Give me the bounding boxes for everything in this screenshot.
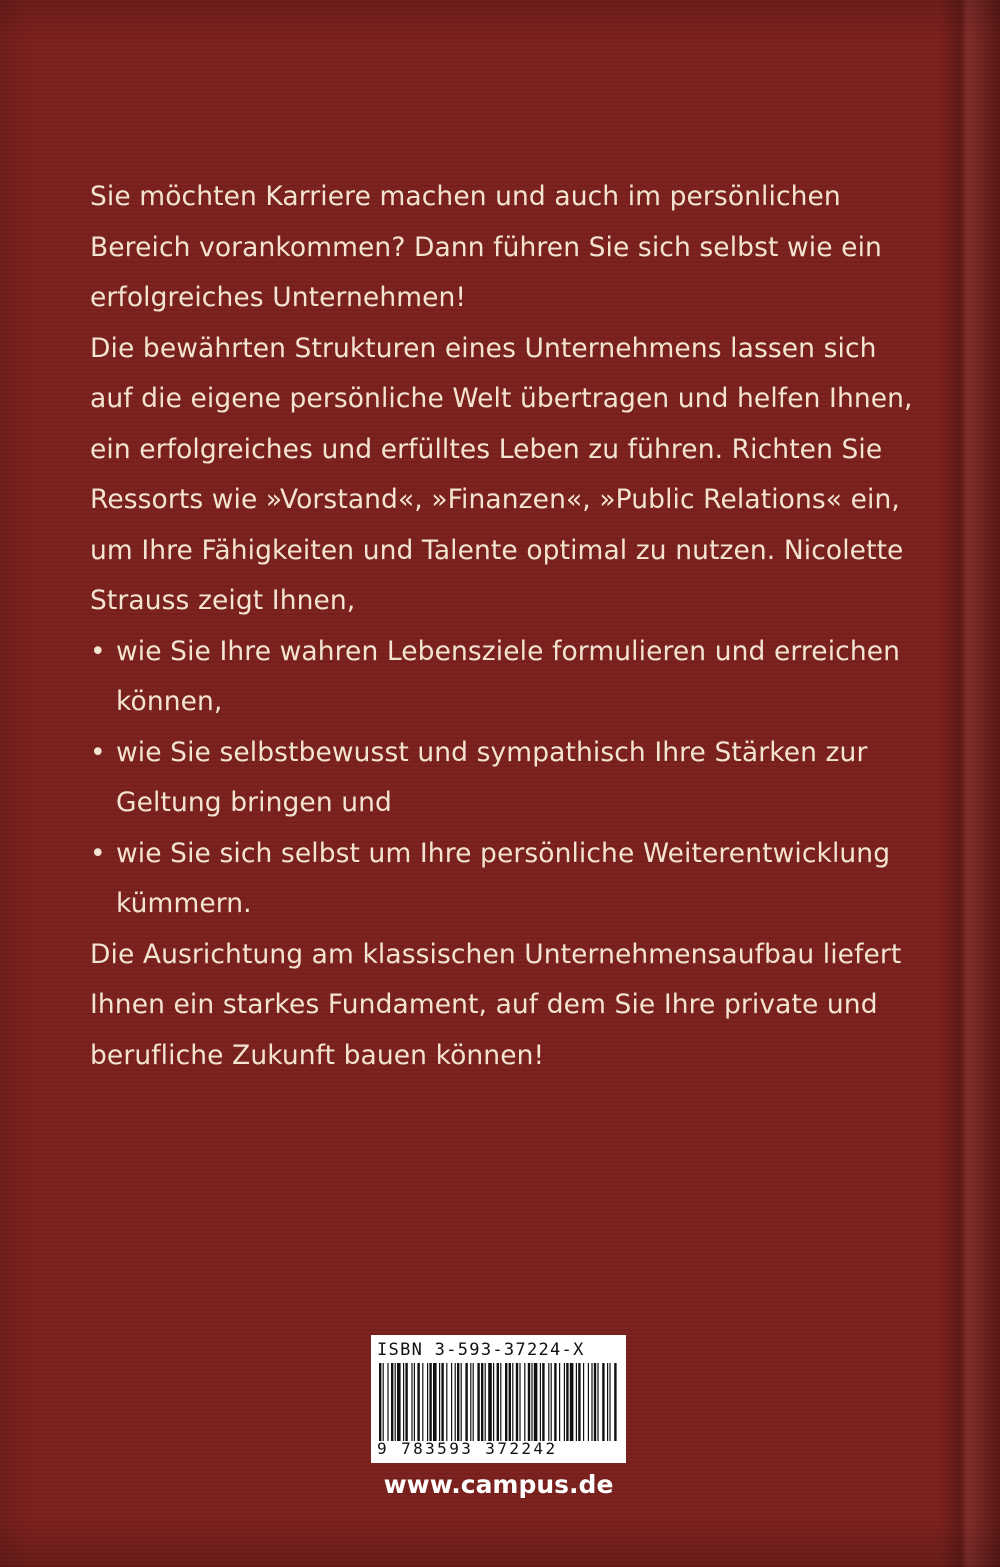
barcode-bar bbox=[429, 1363, 431, 1441]
barcode-bar bbox=[519, 1363, 520, 1441]
barcode-bar bbox=[564, 1363, 565, 1441]
barcode-bar bbox=[534, 1363, 538, 1441]
barcode-bar bbox=[614, 1363, 616, 1441]
blurb-intro: Sie möchten Karriere machen und auch im persönlichen Bereich vorankommen? Dann führen Sie sich selbst wie ein erfolgreiches Unternehmen! bbox=[90, 181, 882, 313]
barcode-bar bbox=[576, 1363, 577, 1441]
barcode-bar bbox=[451, 1363, 452, 1441]
barcode-bar bbox=[439, 1363, 440, 1441]
barcode-bar bbox=[383, 1363, 384, 1441]
bullet-item: • wie Sie Ihre wahren Lebensziele formulieren und erreichen können, bbox=[90, 627, 920, 728]
isbn-number: ISBN 3-593-37224-X bbox=[377, 1340, 585, 1360]
barcode-bar bbox=[465, 1363, 467, 1441]
barcode-bar bbox=[554, 1363, 556, 1441]
barcode-bar bbox=[446, 1363, 447, 1441]
isbn-barcode bbox=[371, 1335, 626, 1463]
bullet-item: • wie Sie sich selbst um Ihre persönliche Weiterentwicklung kümmern. bbox=[90, 829, 920, 930]
barcode-bar bbox=[505, 1363, 507, 1441]
blurb-closing: Die Ausrichtung am klassischen Unternehmensaufbau liefert Ihnen ein starkes Fundament, auf dem Sie Ihre private und berufliche Zukunft bauen können! bbox=[90, 938, 902, 1071]
barcode-bar bbox=[485, 1363, 486, 1441]
barcode-bar bbox=[528, 1363, 530, 1441]
barcode-bar bbox=[405, 1363, 407, 1441]
barcode-bar bbox=[597, 1363, 598, 1441]
barcode-bar bbox=[427, 1363, 428, 1441]
barcode-bar bbox=[457, 1363, 459, 1441]
barcode-bar bbox=[578, 1363, 580, 1441]
barcode-bar bbox=[500, 1363, 501, 1441]
barcode-bar bbox=[512, 1363, 513, 1441]
barcode-bar bbox=[477, 1363, 479, 1441]
barcode-bar bbox=[387, 1363, 388, 1441]
barcode-bar bbox=[379, 1363, 381, 1441]
barcode-bar bbox=[414, 1363, 415, 1441]
barcode-bar bbox=[566, 1363, 568, 1441]
barcode-bar bbox=[524, 1363, 525, 1441]
barcode-bar bbox=[542, 1363, 544, 1441]
barcode-bar bbox=[551, 1363, 552, 1441]
barcode-bar bbox=[516, 1363, 518, 1441]
barcode-bar bbox=[461, 1363, 462, 1441]
barcode-bar bbox=[493, 1363, 494, 1441]
barcode-bar bbox=[540, 1363, 541, 1441]
barcode-bar bbox=[509, 1363, 511, 1441]
barcode-bar bbox=[607, 1363, 608, 1441]
barcode-bar bbox=[594, 1363, 596, 1441]
barcode-bar bbox=[548, 1363, 549, 1441]
barcode-bar bbox=[397, 1363, 401, 1441]
barcode-bar bbox=[470, 1363, 471, 1441]
barcode-bar bbox=[422, 1363, 423, 1441]
bullet-item: • wie Sie selbstbewusst und sympathisch Ihre Stärken zur Geltung bringen und bbox=[90, 728, 920, 829]
barcode-bar bbox=[391, 1363, 393, 1441]
barcode-bar bbox=[441, 1363, 443, 1441]
publisher-url: www.campus.de bbox=[383, 1470, 614, 1499]
barcode-bar bbox=[411, 1363, 412, 1441]
blurb-bullet-list bbox=[90, 627, 920, 930]
barcode-bar bbox=[403, 1363, 404, 1441]
barcode-bar bbox=[602, 1363, 604, 1441]
barcode-bar bbox=[497, 1363, 499, 1441]
barcode-bar bbox=[559, 1363, 560, 1441]
barcode-bar bbox=[473, 1363, 474, 1441]
barcode-bar bbox=[488, 1363, 492, 1441]
barcode-bar bbox=[570, 1363, 574, 1441]
blurb-text bbox=[90, 172, 920, 1081]
barcode-bar bbox=[481, 1363, 483, 1441]
barcode-bar bbox=[591, 1363, 592, 1441]
barcode-bar bbox=[395, 1363, 396, 1441]
barcode-bar bbox=[433, 1363, 437, 1441]
barcode-bar bbox=[583, 1363, 584, 1441]
barcode-bar bbox=[588, 1363, 589, 1441]
barcode-bar bbox=[455, 1363, 456, 1441]
blurb-body: Die bewährten Strukturen eines Unternehmens lassen sich auf die eigene persönliche Welt übertragen und helfen Ihnen, ein erfolgreiches und erfülltes Leben zu führen. Richten Sie Ressorts wie »Vorstand«, »Finanzen«, »Public Relations« ein, um Ihre Fähigkeiten und Talente optimal zu nutzen. Nicolette Strauss zeigt Ihnen, bbox=[90, 332, 913, 616]
barcode-bar bbox=[531, 1363, 532, 1441]
ean-number: 9 783593 372242 bbox=[377, 1439, 558, 1458]
barcode-bar bbox=[609, 1363, 610, 1441]
barcode-bar bbox=[417, 1363, 419, 1441]
barcode-bars bbox=[377, 1363, 620, 1441]
